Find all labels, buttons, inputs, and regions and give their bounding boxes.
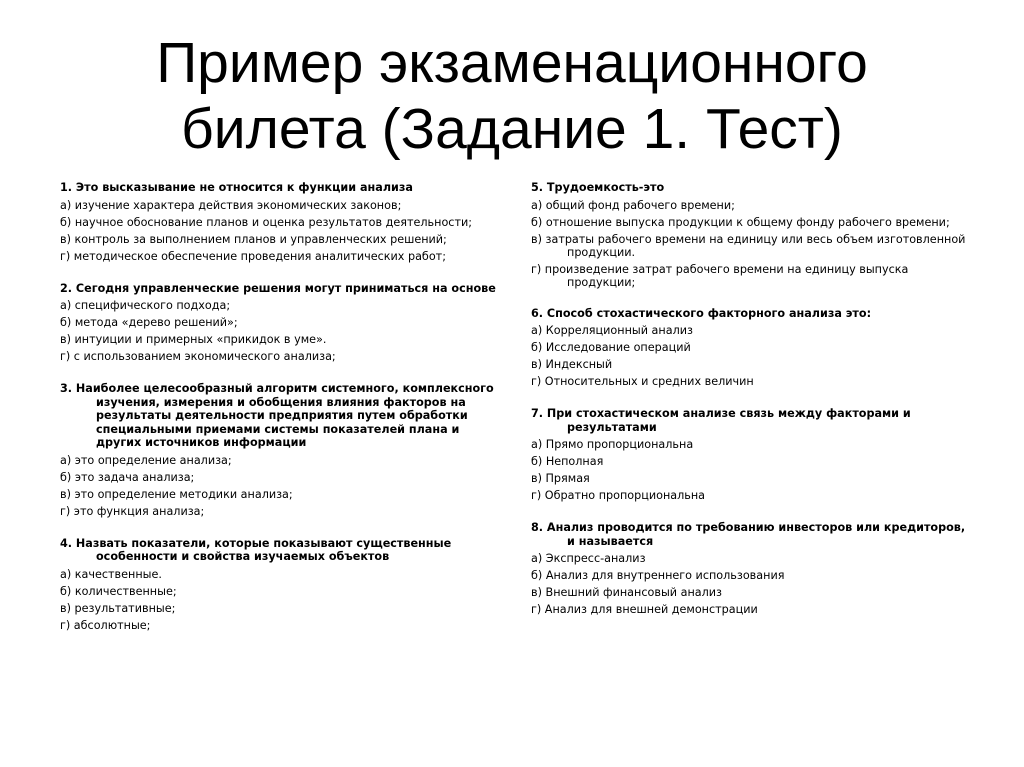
option-a: а) Прямо пропорциональна [531, 438, 694, 451]
question-title: 3. Наиболее целесообразный алгоритм системного, комплексного изучения, измерения и обобщения влияния факторов на результаты деятельности предприятия путем обработки специальными приемами системы показателей плана и других источников информации [60, 382, 494, 449]
option-b: б) Исследование операций [531, 341, 691, 354]
option-b: б) количественные; [60, 584, 177, 598]
question-title: 2. Сегодня управленческие решения могут приниматься на основе [60, 281, 496, 295]
question-title: 1. Это высказывание не относится к функции анализа [60, 181, 413, 194]
left-column [60, 181, 500, 651]
question-title: 8. Анализ проводится по требованию инвесторов или кредиторов, и называется [531, 521, 966, 548]
question-title: 6. Способ стохастического факторного анализа это: [531, 306, 872, 320]
option-c: в) Индексный [531, 358, 613, 371]
question-8 [531, 521, 971, 618]
question-1 [60, 181, 500, 265]
question-title: 5. Трудоемкость-это [531, 181, 665, 194]
question-title: 4. Назвать показатели, которые показывают существенные особенности и свойства изучаемых объектов [60, 536, 452, 563]
option-c: в) затраты рабочего времени на единицу или весь объем изготовленной продукции. [531, 232, 966, 259]
option-a: а) Корреляционный анализ [531, 324, 693, 337]
option-c: в) Прямая [531, 472, 590, 485]
option-b: б) метода «дерево решений»; [60, 316, 238, 329]
option-c: в) результативные; [60, 601, 176, 615]
slide-title [0, 30, 1024, 162]
option-d: г) произведение затрат рабочего времени на единицу выпуска продукции; [531, 262, 909, 289]
slide-title-line-2: билета (Задание 1. Тест) [181, 97, 843, 161]
slide-title-line-1: Пример экзаменационного [156, 31, 868, 95]
right-column [531, 181, 971, 635]
question-7 [531, 407, 971, 504]
question-2 [60, 282, 500, 366]
option-b: б) научное обоснование планов и оценка результатов деятельности; [60, 215, 473, 229]
question-title: 7. При стохастическом анализе связь между факторами и результатами [531, 407, 911, 434]
option-b: б) это задача анализа; [60, 470, 195, 484]
option-a: а) это определение анализа; [60, 453, 232, 467]
option-a: а) общий фонд рабочего времени; [531, 198, 735, 212]
option-d: г) Обратно пропорциональна [531, 489, 706, 502]
option-b: б) Неполная [531, 455, 604, 468]
option-d: г) с использованием экономического анализа; [60, 350, 336, 363]
option-d: г) Относительных и средних величин [531, 375, 754, 388]
option-d: г) методическое обеспечение проведения аналитических работ; [60, 249, 446, 263]
option-c: в) интуиции и примерных «прикидок в уме». [60, 333, 327, 346]
option-d: г) абсолютные; [60, 618, 151, 632]
question-4 [60, 537, 500, 634]
option-a: а) Экспресс-анализ [531, 552, 646, 565]
option-d: г) это функция анализа; [60, 504, 205, 518]
option-d: г) Анализ для внешней демонстрации [531, 603, 758, 616]
option-a: а) изучение характера действия экономических законов; [60, 198, 402, 212]
option-c: в) Внешний финансовый анализ [531, 586, 723, 599]
option-c: в) это определение методики анализа; [60, 487, 293, 501]
question-6 [531, 307, 971, 391]
option-b: б) Анализ для внутреннего использования [531, 569, 785, 582]
option-a: а) качественные. [60, 567, 162, 581]
option-c: в) контроль за выполнением планов и управленческих решений; [60, 232, 447, 246]
option-b: б) отношение выпуска продукции к общему фонду рабочего времени; [531, 215, 950, 229]
option-a: а) специфического подхода; [60, 299, 231, 312]
question-5 [531, 181, 971, 290]
question-3 [60, 382, 500, 520]
